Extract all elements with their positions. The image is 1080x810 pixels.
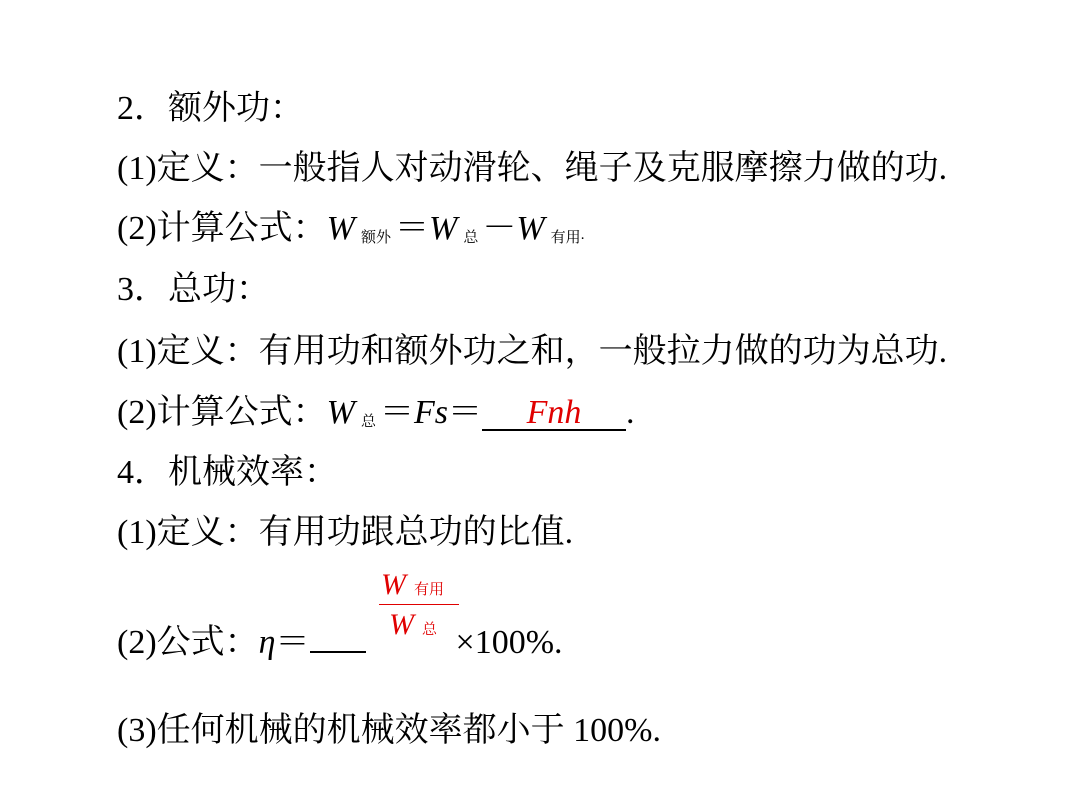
formula-label: (2)计算公式：	[117, 394, 327, 431]
minus-sign: －	[482, 210, 517, 247]
fs-expression: Fs	[414, 394, 448, 431]
total-work-definition	[117, 332, 947, 372]
efficiency-formula	[117, 623, 563, 663]
subscript-total: 总	[360, 414, 376, 430]
w-symbol: W	[516, 210, 545, 247]
formula-blank	[310, 651, 366, 653]
subscript-total: 总	[463, 230, 479, 246]
efficiency-definition	[117, 513, 573, 553]
eta-symbol: η	[258, 624, 276, 661]
w-symbol: W	[326, 394, 355, 431]
heading-efficiency	[117, 453, 338, 493]
period: .	[580, 227, 585, 243]
subscript-extra: 额外	[360, 230, 391, 246]
heading-text: 3．总功：	[117, 271, 270, 308]
w-symbol: W	[429, 210, 458, 247]
equals-sign: ＝	[448, 394, 482, 431]
formula-label: (2)计算公式：	[117, 210, 327, 247]
definition-text: (1)定义：一般指人对动滑轮、绳子及克服摩擦力做的功.	[117, 150, 948, 187]
w-symbol: W	[389, 608, 414, 641]
extra-work-formula	[117, 209, 584, 258]
equals-sign: ＝	[275, 624, 310, 661]
subscript-useful: 有用	[414, 582, 445, 598]
heading-text: 4．机械效率：	[117, 454, 338, 491]
definition-text: (1)定义：有用功和额外功之和，一般拉力做的功为总功.	[117, 333, 948, 370]
note-text: (3)任何机械的机械效率都小于 100%.	[117, 712, 661, 749]
subscript-total: 总	[422, 622, 438, 638]
equals-sign: ＝	[380, 394, 414, 431]
efficiency-note	[117, 711, 661, 751]
equals-sign: ＝	[395, 210, 429, 247]
heading-text: 2．额外功：	[117, 90, 304, 127]
answer-blank	[482, 394, 626, 431]
heading-extra-work	[117, 89, 304, 129]
answer-text: Fnh	[526, 394, 582, 431]
definition-text: (1)定义：有用功跟总功的比值.	[117, 514, 574, 551]
period: .	[626, 394, 635, 431]
heading-total-work	[117, 270, 270, 310]
total-work-formula	[117, 393, 635, 442]
subscript-useful: 有用	[550, 230, 581, 246]
extra-work-definition	[117, 149, 947, 189]
w-symbol: W	[326, 210, 355, 247]
fraction-numerator	[379, 566, 461, 604]
w-symbol: W	[381, 568, 406, 601]
formula-label: (2)公式：	[117, 624, 259, 661]
times-100-percent: ×100%.	[455, 624, 563, 661]
